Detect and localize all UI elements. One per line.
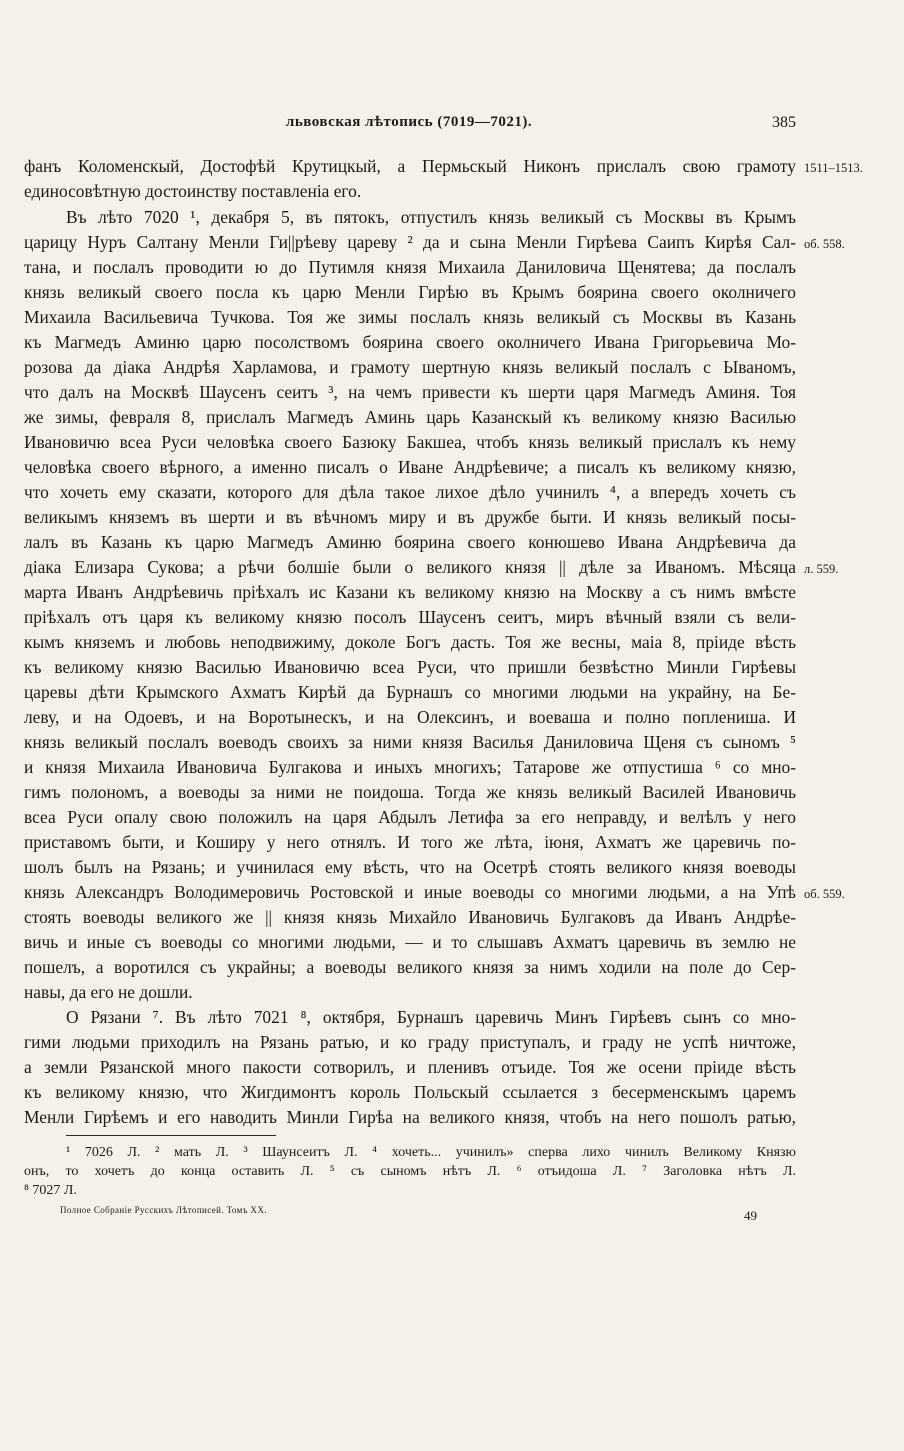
body-line: къ великому князю Василью Ивановичю всеа Руси, что пришли безвѣстно Минли Гирѣевы: [24, 657, 796, 677]
body-line: фанъ Коломенскый, Достофѣй Крутицкый, а Пермьскый Никонъ прислалъ свою грамоту: [24, 156, 796, 176]
body-line: Менли Гирѣемъ и его наводить Минли Гирѣа на великого князя, чтобъ на него пошолъ ратью,: [24, 1107, 796, 1127]
margin-note-folio: об. 558.: [804, 237, 845, 251]
body-line: всеа Руси опалу свою положилъ на царя Абдылъ Летифа за его неправду, и велѣлъ у него: [24, 807, 796, 827]
body-line: гими людьми приходилъ на Рязань ратью, и ко граду приступалъ, и граду не успѣ ничтоже,: [24, 1032, 796, 1052]
body-line: Въ лѣто 7020 ¹, декабря 5, въ пятокъ, отпустилъ князь великый съ Москвы въ Крымъ: [66, 207, 796, 227]
body-line: О Рязани ⁷. Въ лѣто 7021 ⁸, октября, Бурнашъ царевичь Минъ Гирѣевъ сынъ со мно-: [66, 1007, 796, 1027]
body-line: князь Александръ Володимеровичь Ростовской и иные воеводы со многими людьми, а на Упѣ: [24, 882, 796, 902]
body-line: кымъ княземъ и любовь неподвижиму, доколе Богъ дасть. Тоя же весны, маіа 8, пріиде вѣсть: [24, 632, 796, 652]
body-line: Ивановичю всеа Руси человѣка своего Базюку Бакшеа, чтобъ князь великый прислалъ къ нему: [24, 432, 796, 452]
body-line: Михаила Васильевича Тучкова. Тоя же зимы послалъ князь великый съ Москвы въ Казань: [24, 307, 796, 327]
body-line: шолъ былъ на Рязань; и учинилася ему вѣсть, что на Осетрѣ стоять великого князя воеводы: [24, 857, 796, 877]
body-line: что хочеть ему сказати, которого для дѣла такое лихое дѣло учинилъ ⁴, а впередъ хочеть съ: [24, 482, 796, 502]
margin-note-folio: об. 559.: [804, 887, 845, 901]
footnote-line: ¹ 7026 Л. ² мать Л. ³ Шаунсеитъ Л. ⁴ хочеть... учинилъ» сперва лихо чинилъ Великому Князю: [66, 1145, 796, 1160]
body-line: тана, и послалъ проводити ю до Путимля князя Михаила Даниловича Щенятева; да послалъ: [24, 257, 796, 277]
signature-mark: 49: [744, 1208, 757, 1223]
body-line: стоять воеводы великого же || князя князь Михайло Ивановичь Булгаковъ да Иванъ Андрѣе-: [24, 907, 796, 927]
body-line: лалъ въ Казань къ царю Магмедъ Аминю боярина своего конюшево Ивана Андрѣевича да: [24, 532, 796, 552]
imprint: Полное Собраніе Русскихъ Лѣтописей. Томъ XX.: [60, 1205, 267, 1215]
body-line: князь великый своего посла къ царю Менли Гирѣю въ Крымъ боярина своего околничего: [24, 282, 796, 302]
body-line: вичь и иные съ воеводы со многими людьми, — и то слышавъ Ахматъ царевичь въ землю не: [24, 932, 796, 952]
body-line: же зимы, февраля 8, прислалъ Магмедъ Аминь царь Казанскый къ великому князю Василью: [24, 407, 796, 427]
body-line: единосовѣтную достоинству поставленіа его.: [24, 181, 362, 201]
footnote-line: ⁸ 7027 Л.: [24, 1183, 77, 1198]
body-line: приставомъ быти, и Коширу у него отнялъ. И того же лѣта, іюня, Ахматъ же царевичь по-: [24, 832, 796, 852]
body-line: діака Елизара Сукова; а рѣчи болшіе были о великого князя || дѣле за Иваномъ. Мѣсяца: [24, 557, 796, 577]
body-line: гимъ полономъ, а воеводы за ними не поидоша. Тогда же князь великый Василей Ивановичь: [24, 782, 796, 802]
body-line: человѣка своего вѣрного, а именно писалъ о Иване Андрѣевиче; а писалъ къ великому князю,: [24, 457, 796, 477]
body-line: князь великый послалъ воеводъ своихъ за ними князя Василья Даниловича Щеня съ сыномъ ⁵: [24, 732, 796, 752]
body-line: царевы дѣти Крымского Ахматъ Кирѣй да Бурнашъ со многими людьми на украйну, на Бе-: [24, 682, 796, 702]
body-line: что далъ на Москвѣ Шаусенъ сеитъ ³, на чемъ привести къ шерти царя Магмедъ Аминя. Тоя: [24, 382, 796, 402]
body-line: леву, и на Одоевъ, и на Воротынескъ, и на Олексинъ, и воеваша и полно поплениша. И: [24, 707, 796, 727]
body-line: пріѣхалъ отъ царя къ великому князю посолъ Шаусенъ сеитъ, миръ вѣчный взяли съ вели-: [24, 607, 796, 627]
body-line: навы, да его не дошли.: [24, 982, 193, 1002]
body-line: къ великому князю, что Жигдимонтъ король Польскый ссылается з бесерменскымъ царемъ: [24, 1082, 796, 1102]
body-line: и князя Михаила Ивановича Булгакова и иныхъ многихъ; Татарове же отпустиша ⁶ со мно-: [24, 757, 796, 777]
body-line: а земли Рязанской много пакости сотворилъ, и пленивъ отъиде. Тоя же осени пріиде вѣсть: [24, 1057, 796, 1077]
body-line: къ Магмедъ Аминю царю посолствомъ боярина своего околничего Ивана Григорьевича Мо-: [24, 332, 796, 352]
body-line: марта Иванъ Андрѣевичь пріѣхалъ ис Казани къ великому князю на Москву а съ нимъ вмѣсте: [24, 582, 796, 602]
body-line: царицу Нуръ Салтану Менли Ги||рѣеву цареву ² да и сына Менли Гирѣева Саипъ Кирѣя Сал-: [24, 232, 796, 252]
margin-note-folio: л. 559.: [804, 562, 839, 576]
footnote-rule: [66, 1135, 276, 1136]
running-title: львовская лѣтопись (7019—7021).: [285, 114, 533, 130]
body-line: пошелъ, а воротился съ украйны; а воеводы великого князя за нимъ ходили на поле до Сер-: [24, 957, 796, 977]
body-line: розова да діака Андрѣя Харламова, и грамоту шертную князь великый послалъ с Ываномъ,: [24, 357, 796, 377]
page-number: 385: [772, 114, 796, 131]
footnote-line: онъ, то хочетъ до конца оставить Л. ⁵ съ сыномъ нѣтъ Л. ⁶ отъидоша Л. ⁷ Заголовка нѣтъ Л.: [24, 1164, 796, 1179]
body-line: великымъ княземъ въ шерти и въ вѣчномъ миру и въ дружбе быти. И князь великый посы-: [24, 507, 796, 527]
margin-note-years: 1511–1513.: [804, 161, 863, 175]
